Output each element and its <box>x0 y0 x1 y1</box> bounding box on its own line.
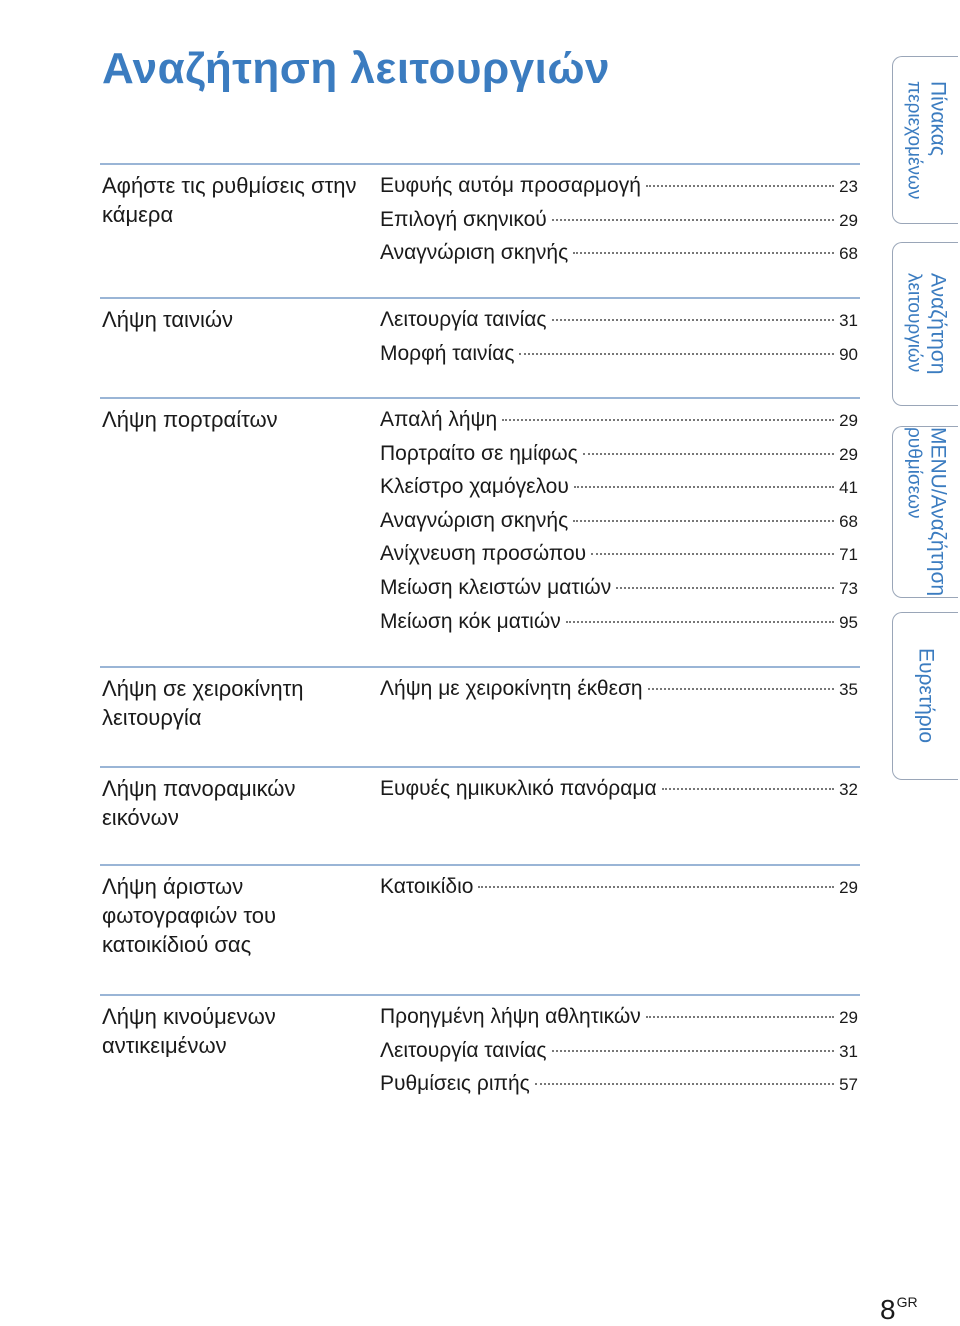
entry-list <box>380 774 858 808</box>
entry-label: Κλείστρο χαμόγελου <box>380 475 569 499</box>
section-portraits <box>100 397 860 633</box>
entry-page: 29 <box>839 210 858 230</box>
tab-index-label: Ευρετήριο <box>914 648 938 744</box>
dot-leader <box>552 318 835 321</box>
dot-leader <box>648 687 834 690</box>
entry-label: Προηγμένη λήψη αθλητικών <box>380 1005 641 1028</box>
section-movies <box>100 297 860 365</box>
entry-label: Μείωση κλειστών ματιών <box>380 575 612 599</box>
entry-page: 29 <box>839 878 858 897</box>
entry-page: 29 <box>839 411 858 430</box>
entry-link[interactable] <box>380 339 858 373</box>
dot-leader <box>574 485 834 488</box>
dot-leader <box>552 1049 835 1052</box>
tab-contents-label: Πίνακας περιεχομένων <box>903 80 950 200</box>
tab-function-search-label: Αναζήτηση λειτουργιών <box>903 273 950 375</box>
section-label: Λήψη πανοραμικών εικόνων <box>102 776 296 830</box>
entry-link[interactable] <box>380 872 858 906</box>
entry-link[interactable] <box>380 439 858 473</box>
entry-page: 68 <box>839 244 858 264</box>
entry-list <box>380 171 858 272</box>
dot-leader <box>566 620 834 623</box>
top-bar <box>0 0 960 42</box>
entry-label: Κατοικίδιο <box>380 875 474 898</box>
entry-label: Πορτραίτο σε ημίφως <box>380 441 578 465</box>
tab-function-search[interactable] <box>892 242 958 406</box>
entry-list <box>380 872 858 906</box>
entry-page: 71 <box>839 545 858 565</box>
entry-list <box>380 305 858 372</box>
dot-leader <box>519 352 834 355</box>
entry-label: Ρυθμίσεις ριπής <box>380 1072 530 1096</box>
dot-leader <box>552 218 834 221</box>
page-number: $8^{GR}$ <box>880 1294 918 1325</box>
entry-link[interactable] <box>380 607 858 641</box>
entry-label: Επιλογή σκηνικού <box>380 207 547 231</box>
entry-label: Λήψη με χειροκίνητη έκθεση <box>380 677 643 700</box>
tab-menu-settings-search[interactable] <box>892 426 958 598</box>
entry-label: Λειτουργία ταινίας <box>380 308 547 331</box>
dot-leader <box>591 552 834 555</box>
section-label: Λήψη ταινιών <box>102 307 234 332</box>
dot-leader <box>535 1082 834 1085</box>
entry-page: 73 <box>839 578 858 598</box>
section-manual <box>100 666 860 730</box>
section-camera-settings <box>100 163 860 265</box>
section-label: Λήψη πορτραίτων <box>102 407 278 432</box>
dot-leader <box>616 586 834 589</box>
entry-page: 32 <box>839 780 858 799</box>
entry-link[interactable] <box>380 472 858 506</box>
entry-list <box>380 1002 858 1103</box>
dot-leader <box>646 184 834 187</box>
entry-link[interactable] <box>380 305 858 339</box>
entry-link[interactable] <box>380 1002 858 1036</box>
entry-page: 35 <box>839 680 858 699</box>
dot-leader <box>502 418 834 421</box>
entry-link[interactable] <box>380 674 858 708</box>
entry-page: 57 <box>839 1075 858 1095</box>
entry-page: 41 <box>839 478 858 498</box>
tab-menu-settings-search-label: MENU/Αναζήτηση ρυθμίσεων <box>903 427 950 597</box>
section-panorama <box>100 766 860 830</box>
entry-list <box>380 405 858 640</box>
tab-contents[interactable] <box>892 56 958 224</box>
section-label: Λήψη κινούμενων αντικειμένων <box>102 1004 276 1058</box>
entry-link[interactable] <box>380 506 858 540</box>
dot-leader <box>646 1015 834 1018</box>
dot-leader <box>662 787 834 790</box>
entry-label: Ευφυής αυτόμ προσαρμογή <box>380 174 641 197</box>
dot-leader <box>478 885 834 888</box>
entry-page: 68 <box>839 511 858 531</box>
entry-page: 31 <box>839 1041 858 1061</box>
entry-link[interactable] <box>380 238 858 272</box>
entry-page: 29 <box>839 1008 858 1027</box>
entry-link[interactable] <box>380 573 858 607</box>
entry-page: 31 <box>839 311 858 330</box>
entry-list <box>380 674 858 708</box>
entry-page: 90 <box>839 344 858 364</box>
entry-link[interactable] <box>380 205 858 239</box>
section-pets <box>100 864 860 957</box>
entry-link[interactable] <box>380 1069 858 1103</box>
page-suffix: GR <box>896 1294 918 1310</box>
entry-label: Μορφή ταινίας <box>380 341 515 365</box>
entry-link[interactable] <box>380 405 858 439</box>
dot-leader <box>583 452 834 455</box>
entry-label: Μείωση κόκ ματιών <box>380 609 561 633</box>
tab-index[interactable] <box>892 612 958 780</box>
section-label: Λήψη άριστων φωτογραφιών του κατοικίδιού σας <box>102 874 277 957</box>
entry-link[interactable] <box>380 774 858 808</box>
section-label: Λήψη σε χειροκίνητη λειτουργία <box>102 676 304 730</box>
entry-label: Αναγνώριση σκηνής <box>380 508 569 532</box>
entry-page: 23 <box>839 177 858 196</box>
entry-link[interactable] <box>380 1036 858 1070</box>
dot-leader <box>573 251 834 254</box>
entry-link[interactable] <box>380 539 858 573</box>
entry-label: Αναγνώριση σκηνής <box>380 241 569 265</box>
entry-page: 95 <box>839 612 858 632</box>
dot-leader <box>573 519 834 522</box>
section-label: Αφήστε τις ρυθμίσεις στην κάμερα <box>102 173 357 227</box>
entry-page: 29 <box>839 444 858 464</box>
entry-label: Λειτουργία ταινίας <box>380 1038 547 1062</box>
entry-label: Ανίχνευση προσώπου <box>380 542 587 566</box>
section-moving-subjects <box>100 994 860 1096</box>
entry-link[interactable] <box>380 171 858 205</box>
entry-label: Ευφυές ημικυκλικό πανόραμα <box>380 777 657 800</box>
page-title: Αναζήτηση λειτουργιών <box>102 44 610 93</box>
entry-label: Απαλή λήψη <box>380 408 498 431</box>
